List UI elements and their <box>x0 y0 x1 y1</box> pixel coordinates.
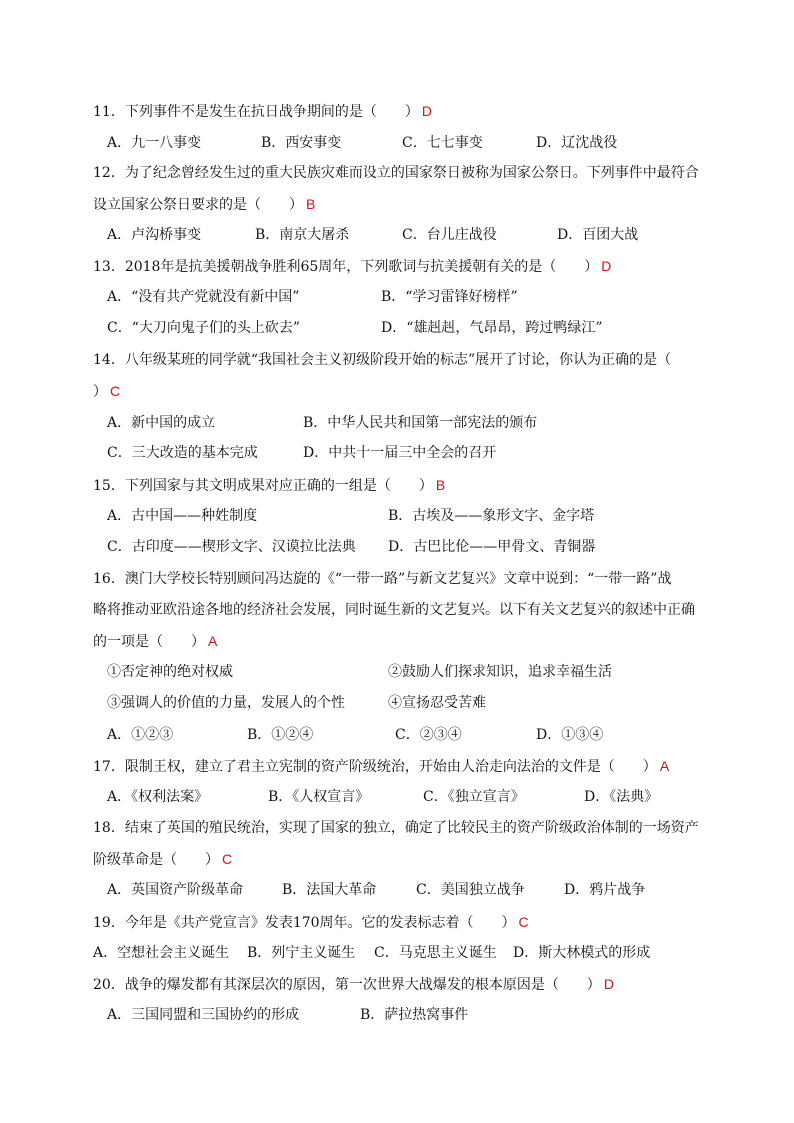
question-20-option-a: A．三国同盟和三国协约的形成 <box>107 1007 300 1023</box>
question-16-option-d: D．①③④ <box>536 727 604 743</box>
question-17-option-a: A．《权利法案》 <box>107 789 209 805</box>
question-11-answer: D <box>421 103 432 119</box>
question-14-option-d: D．中共十一届三中全会的召开 <box>303 445 497 461</box>
question-16-item-3: ③强调人的价值的力量，发展人的个性 <box>107 695 345 711</box>
question-11-option-d: D．辽沈战役 <box>536 135 618 151</box>
question-14-stem-line1: 14．八年级某班的同学就“我国社会主义初级阶段开始的标志”展开了讨论，你认为正确的是（ <box>93 352 672 368</box>
question-18-stem-line1: 18．结束了英国的殖民统治，实现了国家的独立，确定了比较民主的资产阶级政治体制的一场资产 <box>93 820 699 836</box>
question-13-option-c: C．“大刀向鬼子们的头上砍去” <box>107 320 301 336</box>
question-12-answer: B <box>306 196 316 212</box>
question-18-option-b: B．法国大革命 <box>282 882 377 898</box>
question-11-option-a: A．九一八事变 <box>107 135 202 151</box>
question-19-answer: C <box>518 914 529 930</box>
question-11-stem <box>93 101 432 122</box>
question-15-option-b: B．古埃及——象形文字、金字塔 <box>388 508 595 524</box>
question-14-option-b: B．中华人民共和国第一部宪法的颁布 <box>303 415 538 431</box>
question-14-option-c: C．三大改造的基本完成 <box>107 445 258 461</box>
question-17-option-b: B．《人权宣言》 <box>268 789 370 805</box>
question-12-option-d: D．百团大战 <box>557 227 639 243</box>
question-17-text: 17．限制王权，建立了君主立宪制的资产阶级统治，开始由人治走向法治的文件是（ ） <box>93 759 657 775</box>
question-13-option-d: D．“雄赳赳，气昂昂，跨过鸭绿江” <box>381 320 603 336</box>
question-16-answer: A <box>208 633 218 649</box>
question-16-stem-line1: 16．澳门大学校长特别顾问冯达旋的《“一带一路”与新文艺复兴》文章中说到：“一带一路”战 <box>93 571 672 587</box>
question-15-stem <box>93 475 445 496</box>
question-13-text: 13．2018年是抗美援朝战争胜利65周年，下列歌词与抗美援朝有关的是（ ） <box>93 259 599 275</box>
question-14-option-a: A．新中国的成立 <box>107 415 216 431</box>
question-20-option-b: B．萨拉热窝事件 <box>360 1007 469 1023</box>
question-20-stem <box>93 974 614 995</box>
question-18-stem-line2 <box>93 849 232 870</box>
question-17-option-d: D．《法典》 <box>584 789 659 805</box>
question-18-answer: C <box>222 851 233 867</box>
question-12-option-a: A．卢沟桥事变 <box>107 227 202 243</box>
question-16-stem-line3 <box>93 631 217 652</box>
question-15-option-d: D．古巴比伦——甲骨文、青铜器 <box>388 539 596 555</box>
question-19-text: 19．今年是《共产党宣言》发表170周年。它的发表标志着（ ） <box>93 915 516 931</box>
question-16-text: 的一项是（ ） <box>93 634 205 650</box>
question-15-option-a: A．古中国——种姓制度 <box>107 508 258 524</box>
question-16-option-c: C．②③④ <box>395 727 462 743</box>
question-14-text: ） <box>93 384 107 400</box>
question-16-stem-line2: 略将推动亚欧沿途各地的经济社会发展，同时诞生新的文艺复兴。以下有关文艺复兴的叙述中正确 <box>93 602 695 618</box>
question-12-option-c: C．台儿庄战役 <box>402 227 497 243</box>
question-16-option-b: B．①②④ <box>247 727 314 743</box>
question-11-option-c: C．七七事变 <box>402 135 483 151</box>
question-18-option-a: A．英国资产阶级革命 <box>107 882 244 898</box>
question-13-option-b: B．“学习雷锋好榜样” <box>381 289 518 305</box>
question-12-text: 设立国家公祭日要求的是（ ） <box>93 197 303 213</box>
question-18-option-c: C．美国独立战争 <box>416 882 525 898</box>
question-12-stem-line2 <box>93 194 315 215</box>
question-13-answer: D <box>601 258 612 274</box>
question-19-option-d: D．斯大林模式的形成 <box>513 945 651 961</box>
question-13-stem <box>93 256 611 277</box>
question-18-text: 阶级革命是（ ） <box>93 852 219 868</box>
question-16-item-4: ④宣扬忍受苦难 <box>388 695 486 711</box>
question-18-option-d: D．鸦片战争 <box>564 882 646 898</box>
question-20-answer: D <box>603 976 614 992</box>
question-17-answer: A <box>659 758 670 774</box>
question-12-stem-line1: 12．为了纪念曾经发生过的重大民族灾难而设立的国家祭日被称为国家公祭日。下列事件中最符合 <box>93 165 699 181</box>
question-15-text: 15．下列国家与其文明成果对应正确的一组是（ ） <box>93 478 433 494</box>
question-16-option-a: A．①②③ <box>107 727 174 743</box>
question-20-text: 20．战争的爆发都有其深层次的原因，第一次世界大战爆发的根本原因是（ ） <box>93 977 601 993</box>
question-15-option-c: C．古印度——楔形文字、汉谟拉比法典 <box>107 539 356 555</box>
question-19-stem <box>93 912 529 933</box>
question-16-item-1: ①否定神的绝对权威 <box>107 664 233 680</box>
question-17-stem <box>93 756 669 777</box>
question-11-text: 11．下列事件不是发生在抗日战争期间的是（ ） <box>93 104 419 120</box>
question-13-option-a: A．“没有共产党就没有新中国” <box>107 289 300 305</box>
question-12-option-b: B．南京大屠杀 <box>255 227 350 243</box>
question-11-option-b: B．西安事变 <box>261 135 342 151</box>
question-19-option-a: A．空想社会主义诞生 <box>93 945 230 961</box>
question-17-option-c: C．《独立宣言》 <box>423 789 525 805</box>
question-15-answer: B <box>435 477 446 493</box>
question-19-option-b: B．列宁主义诞生 <box>247 945 356 961</box>
question-14-answer: C <box>110 383 121 399</box>
question-19-option-c: C．马克思主义诞生 <box>374 945 497 961</box>
question-14-stem-line2 <box>93 381 120 402</box>
question-16-item-2: ②鼓励人们探求知识，追求幸福生活 <box>388 664 612 680</box>
